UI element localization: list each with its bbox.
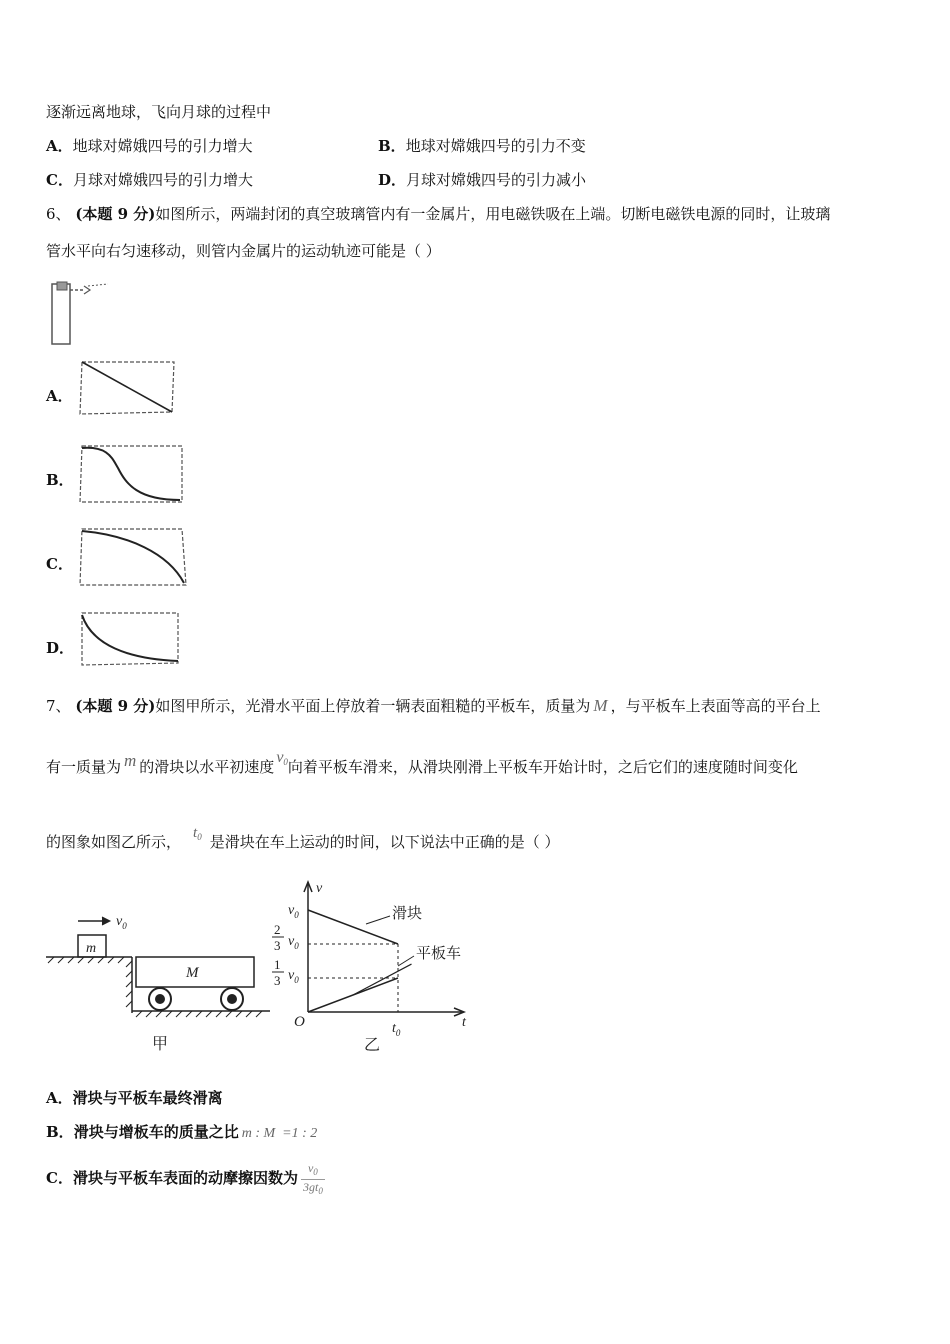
leader-slider xyxy=(366,916,390,924)
cart-label: M xyxy=(186,965,199,981)
q6-stem-line1 xyxy=(46,204,830,224)
symbol-subscript: 0 xyxy=(197,832,202,842)
symbol-M: M xyxy=(593,696,608,715)
figure-jia xyxy=(44,905,276,1055)
symbol-v0 xyxy=(274,749,288,766)
q7-score: (本题 9 分) xyxy=(75,697,156,715)
wire xyxy=(88,284,108,286)
q6-option-d-figure xyxy=(78,611,182,667)
option-text: 月球对嫦娥四号的引力增大 xyxy=(72,171,253,189)
q7-text-c: 向着平板车滑来，从滑块刚滑上平板车开始计时，之后它们的速度随时间变化 xyxy=(287,758,798,776)
option-text: 滑块与平板车最终滑离 xyxy=(72,1089,223,1107)
q6-score: (本题 9 分) xyxy=(75,205,156,223)
frame xyxy=(80,446,182,502)
q5-stem-tail: 逐渐远离地球，飞向月球的过程中 xyxy=(46,103,272,121)
q7-option-a xyxy=(46,1088,223,1108)
figure-jia-caption: 甲 xyxy=(152,1034,169,1053)
q7-text-a: 如图甲所示，光滑水平面上停放着一辆表面粗糙的平板车，质量为 xyxy=(155,697,591,715)
electromagnet xyxy=(57,282,67,290)
velocity-label: $v_0$ xyxy=(116,914,127,931)
q6-option-b-figure xyxy=(78,444,184,504)
q6-number: 6、 xyxy=(46,205,71,223)
tick-two-thirds-v: $v_0$ xyxy=(288,934,299,951)
frame xyxy=(80,529,186,585)
legend-cart: 平板车 xyxy=(416,944,462,962)
option-text: 月球对嫦娥四号的引力减小 xyxy=(406,171,587,189)
q7-text-a: 有一质量为 xyxy=(46,758,122,776)
trajectory-downward-curve xyxy=(82,531,184,583)
q6-option-c-label: C． xyxy=(46,555,73,573)
origin-label: O xyxy=(294,1014,305,1030)
option-label: C． xyxy=(46,1169,73,1187)
q6-stem-line2: 管水平向右匀速移动，则管内金属片的运动轨迹可能是（ ） xyxy=(46,242,441,260)
denominator-subscript: 0 xyxy=(318,1185,323,1196)
q7-number: 7、 xyxy=(46,697,71,715)
mass-ratio: m : M =1 : 2 xyxy=(241,1126,318,1141)
symbol-t: t xyxy=(193,825,198,841)
option-label: C． xyxy=(46,171,73,189)
figure-yi-vt-graph xyxy=(262,872,480,1057)
q5-option-d xyxy=(378,170,586,190)
tick-two-thirds-num: 2 xyxy=(274,922,281,937)
q5-option-b xyxy=(378,136,586,156)
q6-option-a-figure xyxy=(78,360,178,418)
option-label: B． xyxy=(378,137,406,155)
option-label: A． xyxy=(46,1089,73,1107)
fraction-numerator xyxy=(301,1161,325,1180)
tick-one-third-den: 3 xyxy=(274,973,281,988)
symbol-subscript: 0 xyxy=(283,757,288,767)
q7-option-c xyxy=(46,1160,325,1198)
q6-option-b-label: B． xyxy=(46,471,74,489)
tick-two-thirds-den: 3 xyxy=(274,938,281,953)
figure-yi-caption: 乙 xyxy=(364,1035,381,1054)
q7-stem-line2 xyxy=(46,749,798,782)
q6-option-a-label: A． xyxy=(46,387,73,405)
trajectory-s-curve xyxy=(82,448,180,500)
q5-option-a xyxy=(46,136,253,156)
series-line-slider xyxy=(308,910,398,944)
symbol-t0 xyxy=(181,825,210,841)
wall-hatch xyxy=(126,961,132,1007)
q7-option-b xyxy=(46,1122,317,1144)
velocity-arrow-head xyxy=(102,917,110,925)
option-label: D． xyxy=(378,171,407,189)
frame xyxy=(82,613,178,665)
option-text: 滑块与增板车的质量之比 xyxy=(73,1123,239,1141)
trajectory-convex-curve xyxy=(82,615,178,661)
tick-one-third-num: 1 xyxy=(274,957,281,972)
q6-option-c-figure xyxy=(78,527,190,589)
numerator-symbol: v xyxy=(307,1160,314,1175)
trajectory-straight xyxy=(82,362,172,412)
q6-text: 如图所示，两端封闭的真空玻璃管内有一金属片，用电磁铁吸在上端。切断电磁铁电源的同时，让玻璃 xyxy=(155,205,831,223)
fraction-denominator xyxy=(301,1180,325,1198)
numerator-subscript: 0 xyxy=(313,1166,318,1177)
q5-option-c xyxy=(46,170,253,190)
q7-text-b: 的滑块以水平初速度 xyxy=(139,758,275,776)
frame xyxy=(80,362,174,414)
option-label: B． xyxy=(46,1123,74,1141)
wheel-hub xyxy=(155,994,165,1004)
move-arrow-head xyxy=(84,286,90,294)
tube-outline xyxy=(52,284,70,344)
q7-stem-line3 xyxy=(46,825,560,857)
option-text: 滑块与平板车表面的动摩擦因数为 xyxy=(72,1169,298,1187)
option-text: 地球对嫦娥四号的引力不变 xyxy=(405,137,586,155)
series-line-cart xyxy=(308,978,398,1012)
tick-v0: $v_0$ xyxy=(288,903,299,920)
tick-t0: $t_0$ xyxy=(392,1021,401,1038)
friction-coefficient-fraction xyxy=(301,1161,325,1198)
q7-text-b: ，与平板车上表面等高的平台上 xyxy=(610,697,821,715)
v-axis-label: v xyxy=(316,881,323,896)
glass-tube-figure xyxy=(50,280,120,350)
legend-slider: 滑块 xyxy=(392,904,423,922)
platform-hatch xyxy=(48,957,124,963)
symbol-v: v xyxy=(276,749,284,766)
denominator-symbol: 3gt xyxy=(302,1179,319,1194)
q7-stem-line1 xyxy=(46,696,821,716)
symbol-m: m xyxy=(124,751,137,770)
slider-block-label: m xyxy=(86,941,97,956)
floor-hatch xyxy=(136,1011,262,1017)
wheel-hub xyxy=(227,994,237,1004)
t-axis-label: t xyxy=(462,1015,466,1030)
q6-option-d-label: D． xyxy=(46,639,75,657)
q7-text-a: 的图象如图乙所示， xyxy=(46,833,182,851)
tick-one-third-v: $v_0$ xyxy=(288,968,299,985)
q7-text-b: 是滑块在车上运动的时间，以下说法中正确的是（ ） xyxy=(209,833,560,851)
option-label: A． xyxy=(46,137,73,155)
option-text: 地球对嫦娥四号的引力增大 xyxy=(72,137,253,155)
series-line-cart-offset xyxy=(353,964,412,995)
